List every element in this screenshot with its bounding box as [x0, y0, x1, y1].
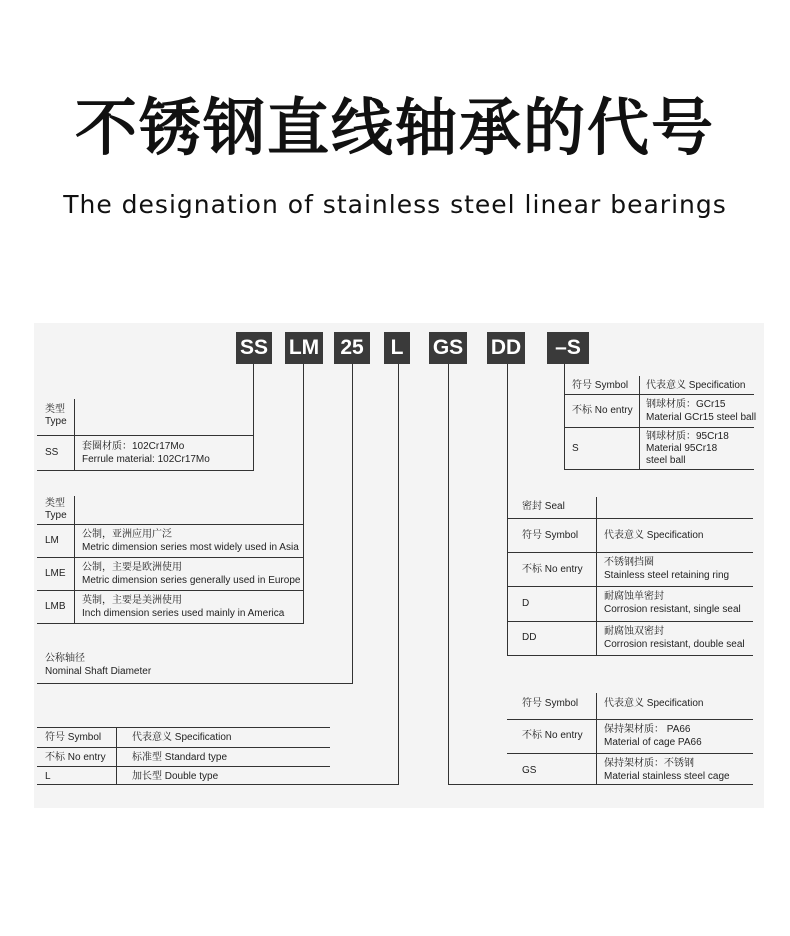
type-row-symbol: L	[45, 771, 51, 782]
material-header-en: Type	[45, 416, 67, 427]
series-row-cn: 英制，主要是美洲使用	[82, 595, 182, 606]
ball-header-symbol: 符号 Symbol	[572, 380, 629, 391]
diameter-cn: 公称轴径	[45, 653, 85, 664]
series-row-en: Inch dimension series used mainly in America	[82, 608, 285, 619]
code-25: 25	[334, 332, 370, 364]
cage-row-symbol: GS	[522, 765, 537, 776]
seal-row-cn: 不锈钢挡圈	[604, 557, 654, 568]
ball-row-symbol: S	[572, 443, 579, 454]
cage-row-en: Material of cage PA66	[604, 737, 702, 748]
material-header-cn: 类型	[45, 404, 65, 415]
ball-row-cn: 钢球材质：95Cr18	[646, 431, 729, 442]
ball-header-spec: 代表意义 Specification	[646, 380, 746, 391]
type-row-spec: 加长型 Double type	[132, 771, 219, 782]
series-header-cn: 类型	[45, 498, 65, 509]
seal-row-cn: 耐腐蚀双密封	[604, 626, 664, 637]
ball-row-en: Material 95Cr18	[646, 443, 718, 454]
series-row-code: LME	[45, 568, 66, 579]
material-row-code: SS	[45, 447, 59, 458]
seal-row-cn: 耐腐蚀单密封	[604, 591, 664, 602]
ball-row-cn: 钢球材质：GCr15	[646, 399, 726, 410]
ball-row-en: Material GCr15 steel ball	[646, 412, 757, 423]
series-row-en: Metric dimension series most widely used in Asia	[82, 542, 299, 553]
seal-title: 密封 Seal	[522, 501, 565, 512]
code-lm: LM	[285, 332, 323, 364]
page-subtitle: The designation of stainless steel linear bearings	[63, 190, 727, 219]
code-s: –S	[547, 332, 589, 364]
page-title: 不锈钢直线轴承的代号	[74, 91, 715, 164]
cage-header-spec: 代表意义 Specification	[604, 698, 704, 709]
series-row-cn: 公制，亚洲应用广泛	[82, 529, 172, 540]
seal-row-symbol: DD	[522, 632, 537, 643]
series-header-en: Type	[45, 510, 67, 521]
ball-row-en2: steel ball	[646, 455, 686, 466]
type-header-symbol: 符号 Symbol	[45, 732, 102, 743]
cage-row-symbol: 不标 No entry	[522, 730, 583, 741]
seal-header-spec: 代表意义 Specification	[604, 530, 704, 541]
cage-row-cn: 保持架材质：不锈钢	[604, 758, 694, 769]
seal-row-en: Corrosion resistant, double seal	[604, 639, 745, 650]
cage-row-en: Material stainless steel cage	[604, 771, 730, 782]
seal-row-symbol: 不标 No entry	[522, 564, 583, 575]
series-row-cn: 公制，主要是欧洲使用	[82, 562, 182, 573]
seal-row-en: Corrosion resistant, single seal	[604, 604, 741, 615]
cage-header-symbol: 符号 Symbol	[522, 698, 579, 709]
seal-row-en: Stainless steel retaining ring	[604, 570, 730, 581]
code-gs: GS	[429, 332, 467, 364]
type-row-symbol: 不标 No entry	[45, 752, 106, 763]
type-header-spec: 代表意义 Specification	[132, 732, 232, 743]
seal-row-symbol: D	[522, 598, 530, 609]
series-row-code: LMB	[45, 601, 66, 612]
series-row-en: Metric dimension series generally used in Europe	[82, 575, 301, 586]
seal-header-symbol: 符号 Symbol	[522, 530, 579, 541]
code-dd: DD	[487, 332, 525, 364]
cage-row-cn: 保持架材质： PA66	[604, 724, 691, 735]
material-row-en: Ferrule material: 102Cr17Mo	[82, 454, 210, 465]
ball-row-symbol: 不标 No entry	[572, 405, 633, 416]
type-row-spec: 标准型 Standard type	[132, 752, 228, 763]
material-row-cn: 套圈材质：102Cr17Mo	[82, 441, 185, 452]
code-ss: SS	[236, 332, 272, 364]
code-l: L	[384, 332, 410, 364]
series-row-code: LM	[45, 535, 59, 546]
diameter-en: Nominal Shaft Diameter	[45, 666, 152, 677]
